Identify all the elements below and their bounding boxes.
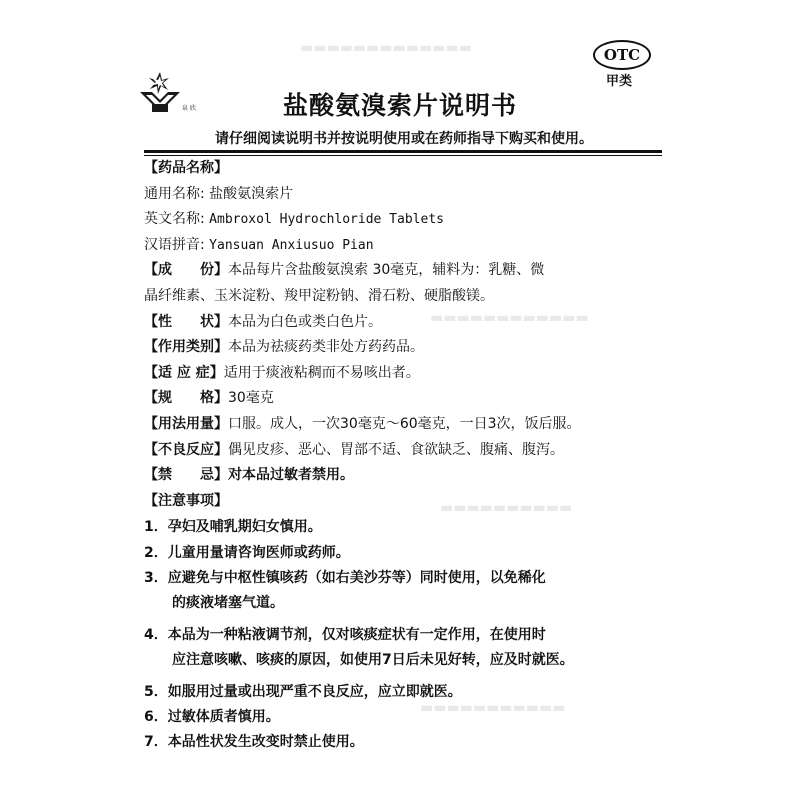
english-name-value: Ambroxol Hydrochloride Tablets bbox=[209, 212, 444, 228]
contraindication-label: 【禁 忌】 bbox=[144, 467, 228, 484]
precaution-item: 2．儿童用量请咨询医师或药师。 bbox=[144, 544, 350, 561]
indication-value: 适用于痰液粘稠而不易咳出者。 bbox=[223, 364, 420, 381]
section-header-precautions: 【注意事项】 bbox=[144, 492, 228, 509]
instruction-body bbox=[144, 156, 664, 756]
dosage-row bbox=[144, 412, 664, 438]
document-title: 盐酸氨溴索片说明书 bbox=[282, 91, 517, 120]
category-value: 本品为祛痰药类非处方药药品。 bbox=[228, 339, 424, 356]
ingredients-value-cont: 晶纤维素、玉米淀粉、羧甲淀粉钠、滑石粉、硬脂酸镁。 bbox=[144, 287, 494, 304]
indication-label: 【适 应 症】 bbox=[144, 364, 224, 381]
generic-name-value: 盐酸氨溴索片 bbox=[209, 185, 294, 202]
otc-badge: OTC bbox=[593, 40, 651, 70]
ingredients-row bbox=[144, 258, 664, 284]
spec-label: 【规 格】 bbox=[144, 390, 228, 407]
bleed-through-text: ▬▬▬▬▬▬▬▬▬▬ bbox=[440, 500, 573, 516]
bleed-through-text: ▬▬▬▬▬▬▬▬▬▬▬ bbox=[420, 700, 566, 716]
section-header-name: 【药品名称】 bbox=[144, 160, 228, 176]
bleed-through-text: ▬▬▬▬▬▬▬▬▬▬▬▬▬ bbox=[300, 40, 472, 56]
pinyin-row bbox=[144, 233, 664, 259]
adverse-label: 【不良反应】 bbox=[144, 441, 228, 458]
english-name-row bbox=[144, 207, 664, 233]
appearance-row bbox=[144, 310, 664, 336]
precaution-item: 5．如服用过量或出现严重不良反应，应立即就医。 bbox=[144, 683, 462, 700]
adverse-value: 偶见皮疹、恶心、胃部不适、食欲缺乏、腹痛、腹泻。 bbox=[228, 441, 564, 458]
appearance-value: 本品为白色或类白色片。 bbox=[228, 313, 382, 330]
precaution-item-cont: 应注意咳嗽、咳痰的原因，如使用7日后未见好转，应及时就医。 bbox=[144, 652, 574, 669]
appearance-label: 【性 状】 bbox=[144, 313, 228, 330]
precaution-item: 6．过敏体质者慎用。 bbox=[144, 709, 280, 726]
contraindication-value: 对本品过敏者禁用。 bbox=[228, 467, 354, 484]
precaution-item: 4．本品为一种粘液调节剂，仅对咳痰症状有一定作用，在使用时 bbox=[144, 626, 546, 643]
generic-name-row bbox=[144, 182, 664, 208]
category-label: 【作用类别】 bbox=[144, 339, 228, 356]
pinyin-label: 汉语拼音: bbox=[144, 236, 205, 253]
precaution-item: 3．应避免与中枢性镇咳药（如右美沙芬等）同时使用，以免稀化 bbox=[144, 570, 546, 587]
ingredients-label: 【成 份】 bbox=[144, 262, 228, 279]
spec-value: 30毫克 bbox=[228, 390, 274, 407]
document-subtitle: 请仔细阅读说明书并按说明使用或在药师指导下购买和使用。 bbox=[215, 131, 593, 147]
contraindication-row bbox=[144, 463, 664, 489]
ingredients-value: 本品每片含盐酸氨溴索 30毫克，辅料为：乳糖、微 bbox=[228, 262, 545, 279]
english-name-label: 英文名称: bbox=[144, 211, 205, 228]
generic-name-label: 通用名称: bbox=[144, 185, 205, 202]
divider bbox=[144, 150, 662, 153]
svg-text:泉 欣: 泉 欣 bbox=[182, 105, 196, 112]
precaution-item: 1．孕妇及哺乳期妇女慎用。 bbox=[144, 519, 322, 536]
indication-row bbox=[144, 361, 664, 387]
category-row bbox=[144, 335, 664, 361]
pinyin-value: Yansuan Anxiusuo Pian bbox=[209, 237, 374, 253]
dosage-value: 口服。成人，一次30毫克～60毫克，一日3次，饭后服。 bbox=[228, 415, 581, 432]
dosage-label: 【用法用量】 bbox=[144, 415, 228, 432]
bleed-through-text: ▬▬▬▬▬▬▬▬▬▬▬▬ bbox=[430, 310, 589, 326]
precaution-item-cont: 的痰液堵塞气道。 bbox=[144, 595, 284, 612]
spec-row bbox=[144, 386, 664, 412]
precaution-item: 7．本品性状发生改变时禁止使用。 bbox=[144, 734, 364, 751]
otc-class-label: 甲类 bbox=[606, 74, 633, 89]
adverse-row bbox=[144, 438, 664, 464]
ingredients-row-cont bbox=[144, 284, 664, 310]
